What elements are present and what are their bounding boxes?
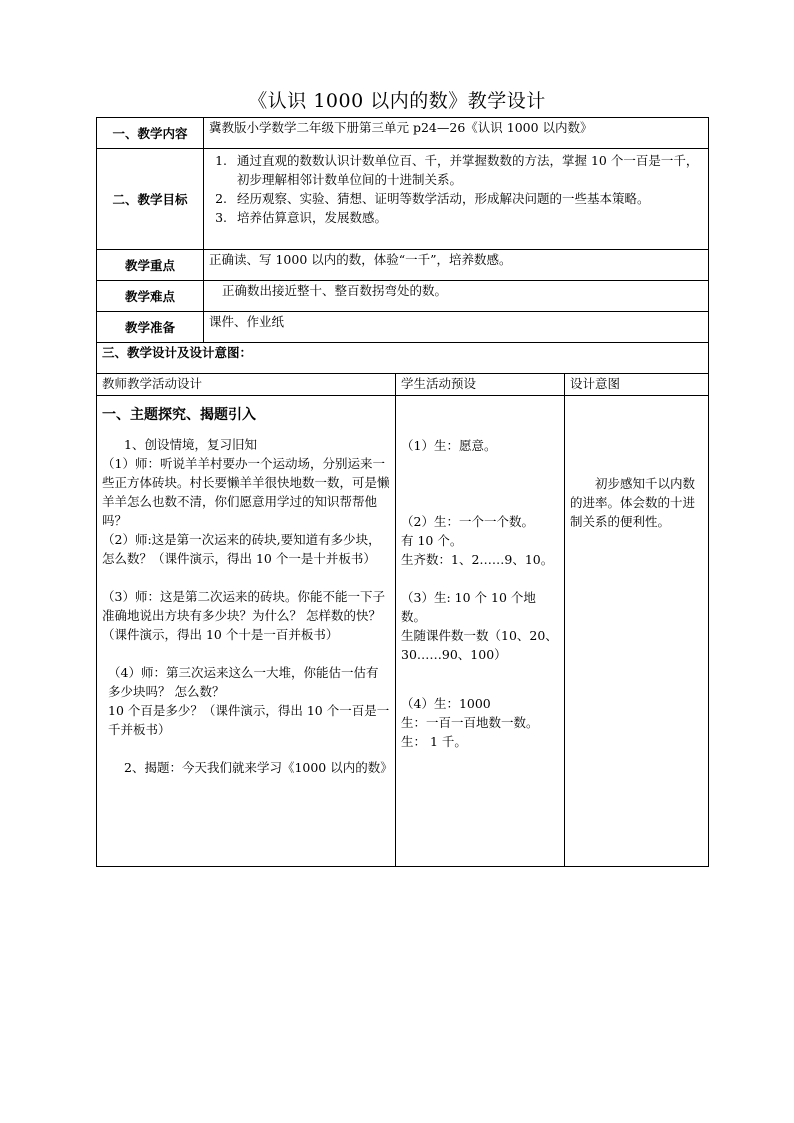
row-activities [97,396,709,867]
design-heading: 三、教学设计及设计意图： [97,343,709,374]
student-answer-3a: （3）生: 10 个 10 个地数。 [401,590,536,624]
student-answer-3b: 生随课件数一数（10、20、30……90、100） [401,628,558,662]
teacher-question-2: （2）师:这是第一次运来的砖块,要知道有多少块，怎么数？（课件演示，得出 10 个一是十并板书） [102,532,381,566]
lesson-plan-table [96,117,709,867]
goal-item: 3. 培养估算意识，发展数感。 [231,208,703,227]
teacher-question-3: （3）师：这是第二次运来的砖块。你能不能一下子准确地说出方块有多少块？为什么？ 怎样数的快？（课件演示，得出 10 个十是一百并板书） [102,589,385,642]
label-key: 教学重点 [97,250,204,281]
student-answer-4b: 生：一百一百地数一数。 [401,715,539,730]
row-difficulty [97,281,709,312]
student-activities-cell [396,396,565,867]
student-answer-2b: 有 10 个。 [401,533,463,548]
value-key: 正确读、写 1000 以内的数，体验“一千”，培养数感。 [204,250,709,281]
page-title: 《认识 1000 以内的数》教学设计 [248,90,546,112]
subheading-2: 2、揭题：今天我们就来学习《1000 以内的数》 [124,760,393,775]
row-column-headers [97,374,709,396]
row-design-heading [97,343,709,374]
column-header-intent: 设计意图 [565,374,709,396]
value-goals [204,149,709,250]
row-key [97,250,709,281]
student-answer-2a: （2）生：一个一个数。 [401,514,534,529]
student-answer-4a: （4）生：1000 [401,696,491,711]
teacher-question-4b: 10 个百是多少？（课件演示，得出 10 个一百是一千并板书） [108,703,390,737]
value-difficulty: 正确数出接近整十、整百数拐弯处的数。 [204,281,709,312]
teacher-question-1: （1）师：听说羊羊村要办一个运动场，分别运来一些正方体砖块。村长要懒羊羊很快地数一数，可是懒羊羊怎么也数不清，你们愿意用学过的知识帮帮他吗？ [102,456,390,528]
label-goals: 二、教学目标 [97,149,204,250]
teacher-activities-cell [97,396,396,867]
student-answer-1: （1）生：愿意。 [401,438,497,453]
goal-item: 1. 通过直观的数数认识计数单位百、千，并掌握数数的方法，掌握 10 个一百是一千，初步理解相邻计数单位间的十进制关系。 [231,151,703,189]
label-difficulty: 教学难点 [97,281,204,312]
student-answer-2c: 生齐数：1、2……9、10。 [401,552,554,567]
row-prep [97,312,709,343]
value-content: 冀教版小学数学二年级下册第三单元 p24—26《认识 1000 以内数》 [204,118,709,149]
teacher-question-4a: （4）师：第三次运来这么一大堆，你能估一估有多少块吗？ 怎么数？ [108,665,379,699]
label-content: 一、教学内容 [97,118,204,149]
row-goals [97,149,709,250]
column-header-teacher: 教师教学活动设计 [97,374,396,396]
design-intent-text: 初步感知千以内数的进率。体会数的十进制关系的便利性。 [570,476,696,529]
student-answer-4c: 生： 1 千。 [401,734,467,749]
design-intent-cell [565,396,709,867]
goals-list [209,151,703,227]
column-header-student: 学生活动预设 [396,374,565,396]
goal-item: 2. 经历观察、实验、猜想、证明等数学活动，形成解决问题的一些基本策略。 [231,189,703,208]
section-heading: 一、主题探究、揭题引入 [102,407,256,423]
value-prep: 课件、作业纸 [204,312,709,343]
label-prep: 教学准备 [97,312,204,343]
subheading-1: 1、创设情境，复习旧知 [124,437,257,452]
row-content [97,118,709,149]
